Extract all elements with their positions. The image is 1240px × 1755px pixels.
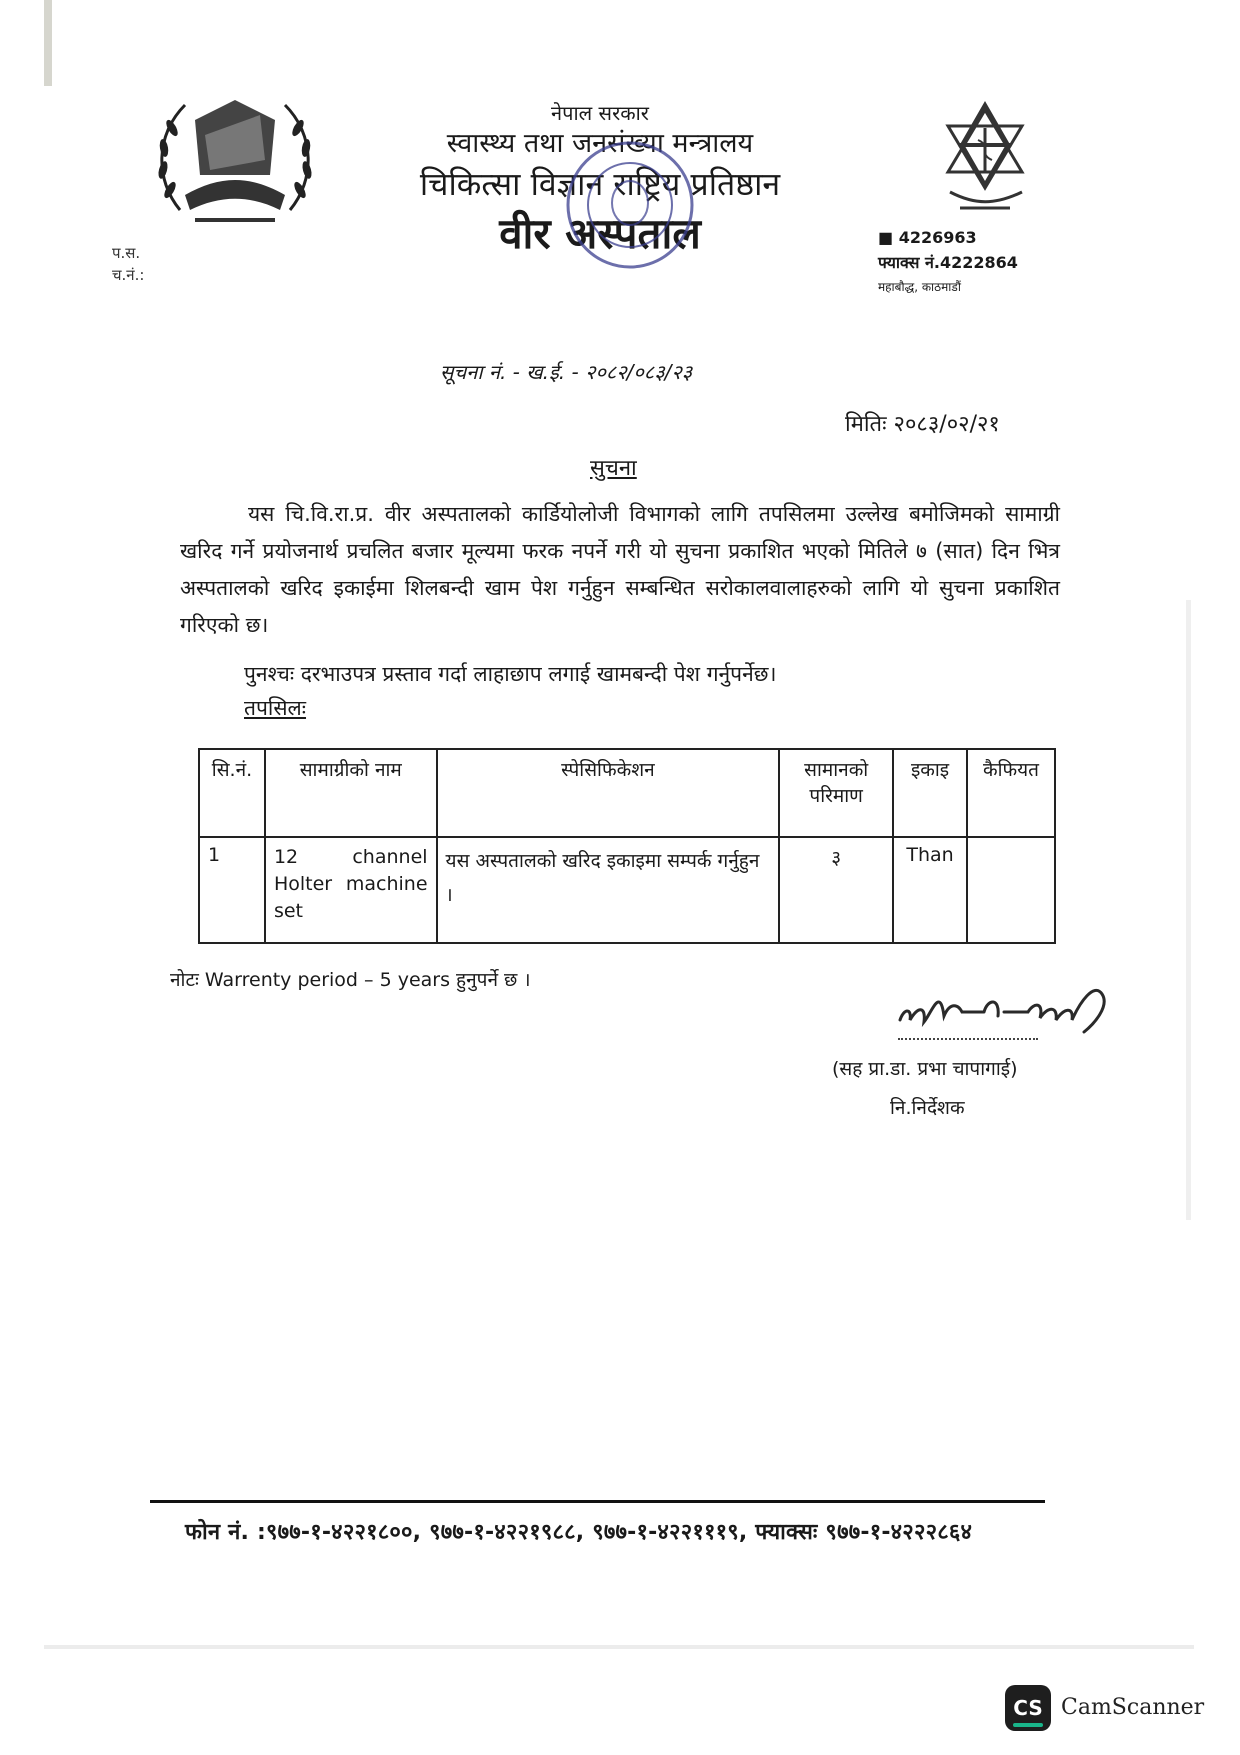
footer-phone-numbers: फोन नं. :९७७-१-४२२१८००, ९७७-१-४२२१९८८, ९७७-१-४२२१११९, फ्याक्सः ९७७-१-४२२२८६४ [185, 1520, 973, 1545]
notice-body [180, 496, 1060, 644]
contact-block [878, 225, 1018, 300]
notice-body-text: यस चि.वि.रा.प्र. वीर अस्पतालको कार्डियोलोजी विभागको लागि तपसिलमा उल्लेख बमोजिमको सामाग्री खरिद गर्ने प्रयोजनार्थ प्रचलित बजार मूल्यमा फरक नपर्ने गरी यो सुचना प्रकाशित भएको मितिले ७ (सात) दिन भित्र अस्पतालको खरिद इकाईमा शिलबन्दी खाम पेश गर्नुहुन सम्बन्धित सरोकालवालाहरुको लागि यो सुचना प्रकाशित गरिएको छ। [180, 502, 1060, 637]
header-unit: इकाइ [893, 749, 967, 837]
notice-number: सूचना नं. - ख.ई. - २०८२/०८३/२३ [440, 360, 693, 384]
phone-icon: ■ [878, 228, 894, 247]
warranty-note: नोटः Warrenty period – 5 years हुनुपर्ने छ । [170, 969, 531, 991]
address: महाबौद्ध, काठमाडौं [878, 280, 961, 294]
signatory-designation: नि.निर्देशक [890, 1097, 965, 1119]
government-name: नेपाल सरकार [551, 101, 649, 125]
cell-serial: 1 [199, 837, 265, 943]
postscript: पुनश्चः दरभाउपत्र प्रस्ताव गर्दा लाहाछाप लगाई खामबन्दी पेश गर्नुपर्नेछ। [244, 662, 777, 686]
handwritten-signature [888, 972, 1118, 1042]
phone-number: 4226963 [898, 228, 977, 247]
cell-item-name [265, 837, 437, 943]
scan-edge [44, 0, 52, 86]
phone-row [878, 225, 1018, 250]
item-name-line: Holter machine [273, 873, 428, 895]
letter-reference [112, 242, 144, 286]
item-name-line: set [273, 900, 303, 922]
header-specification: स्पेसिफिकेशन [437, 749, 780, 837]
footer-divider [150, 1500, 1045, 1503]
cell-specification: यस अस्पतालको खरिद इकाइमा सम्पर्क गर्नुहुन । [437, 837, 780, 943]
header-remarks: कैफियत [967, 749, 1055, 837]
ministry-name: स्वास्थ्य तथा जनसंख्या मन्त्रालय [446, 128, 754, 159]
header-item-name: सामाग्रीको नाम [265, 749, 437, 837]
nepal-emblem-icon [150, 80, 320, 240]
scan-edge [1186, 600, 1191, 1220]
hospital-name: वीर अस्पताल [499, 209, 701, 258]
patra-sankhya-label: प.स. [112, 244, 141, 262]
academy-name: चिकित्सा विज्ञान राष्ट्रिय प्रतिष्ठान [419, 165, 781, 203]
hospital-star-logo-icon [930, 100, 1040, 220]
table-header-row [199, 749, 1055, 837]
notice-date: मितिः २०८३/०२/२१ [845, 412, 1000, 437]
signature-dotted-line [898, 1038, 1038, 1040]
schedule-label: तपसिलः [244, 696, 307, 720]
official-seal-stamp [560, 135, 700, 275]
item-name-line: 12 channel [273, 846, 428, 868]
cell-unit: Than [893, 837, 967, 943]
fax-number: फ्याक्स नं.4222864 [878, 253, 1018, 272]
header-quantity: सामानको परिमाण [779, 749, 893, 837]
scan-edge [44, 1645, 1194, 1649]
table-row [199, 837, 1055, 943]
items-table [198, 748, 1056, 944]
cell-quantity: ३ [779, 837, 893, 943]
header-serial: सि.नं. [199, 749, 265, 837]
notice-title: सुचना [590, 456, 637, 481]
camscanner-label: CamScanner [1061, 1695, 1205, 1720]
cell-remarks [967, 837, 1055, 943]
signatory-name: (सह प्रा.डा. प्रभा चापागाई) [832, 1058, 1018, 1080]
camscanner-logo-icon: CS [1005, 1685, 1051, 1731]
chalani-number-label: च.नं.: [112, 266, 145, 284]
